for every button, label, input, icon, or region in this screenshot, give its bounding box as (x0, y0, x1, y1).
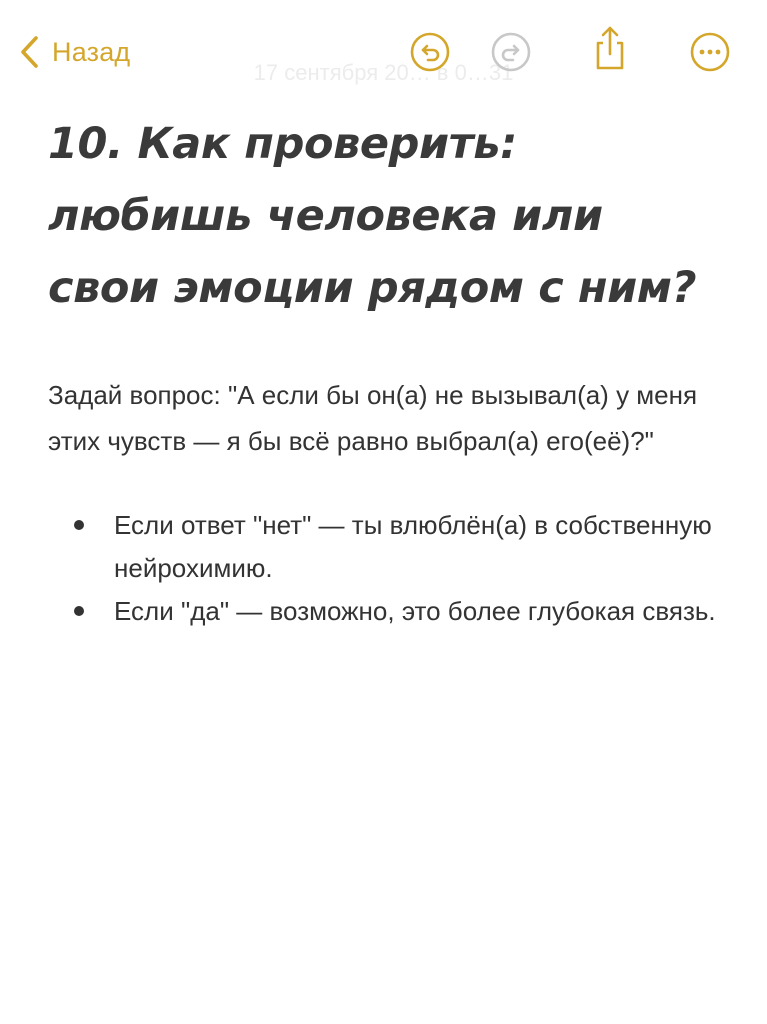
back-button[interactable] (20, 28, 130, 76)
more-icon (689, 31, 731, 73)
list-item (48, 504, 728, 590)
more-button[interactable] (688, 30, 732, 74)
back-label: Назад (52, 36, 131, 67)
share-button[interactable] (588, 26, 632, 70)
navigation-bar (0, 0, 767, 100)
share-icon (590, 24, 630, 72)
bullet-list (48, 504, 728, 633)
note-paragraph: Задай вопрос: "А если бы он(а) не вызывал(а) у меня этих чувств — я бы всё равно выбрал(а) его(её)?" (48, 380, 698, 456)
bullet-dot (74, 606, 84, 616)
list-item-text: Если "да" — возможно, это более глубокая связь. (114, 596, 716, 626)
redo-button[interactable] (489, 30, 533, 74)
bullet-dot (74, 520, 84, 530)
list-item-text: Если ответ "нет" — ты влюблён(а) в собственную нейрохимию. (114, 510, 712, 583)
chevron-left-icon (20, 35, 40, 69)
list-item (48, 590, 728, 633)
undo-button[interactable] (408, 30, 452, 74)
note-title: 10. Как проверить: любишь человека или свои эмоции рядом с ним? (48, 119, 697, 313)
redo-icon (490, 31, 532, 73)
note-date: 17 сентября 20… в 0…31 (253, 60, 514, 85)
note-body[interactable] (48, 108, 728, 633)
undo-icon (409, 31, 451, 73)
